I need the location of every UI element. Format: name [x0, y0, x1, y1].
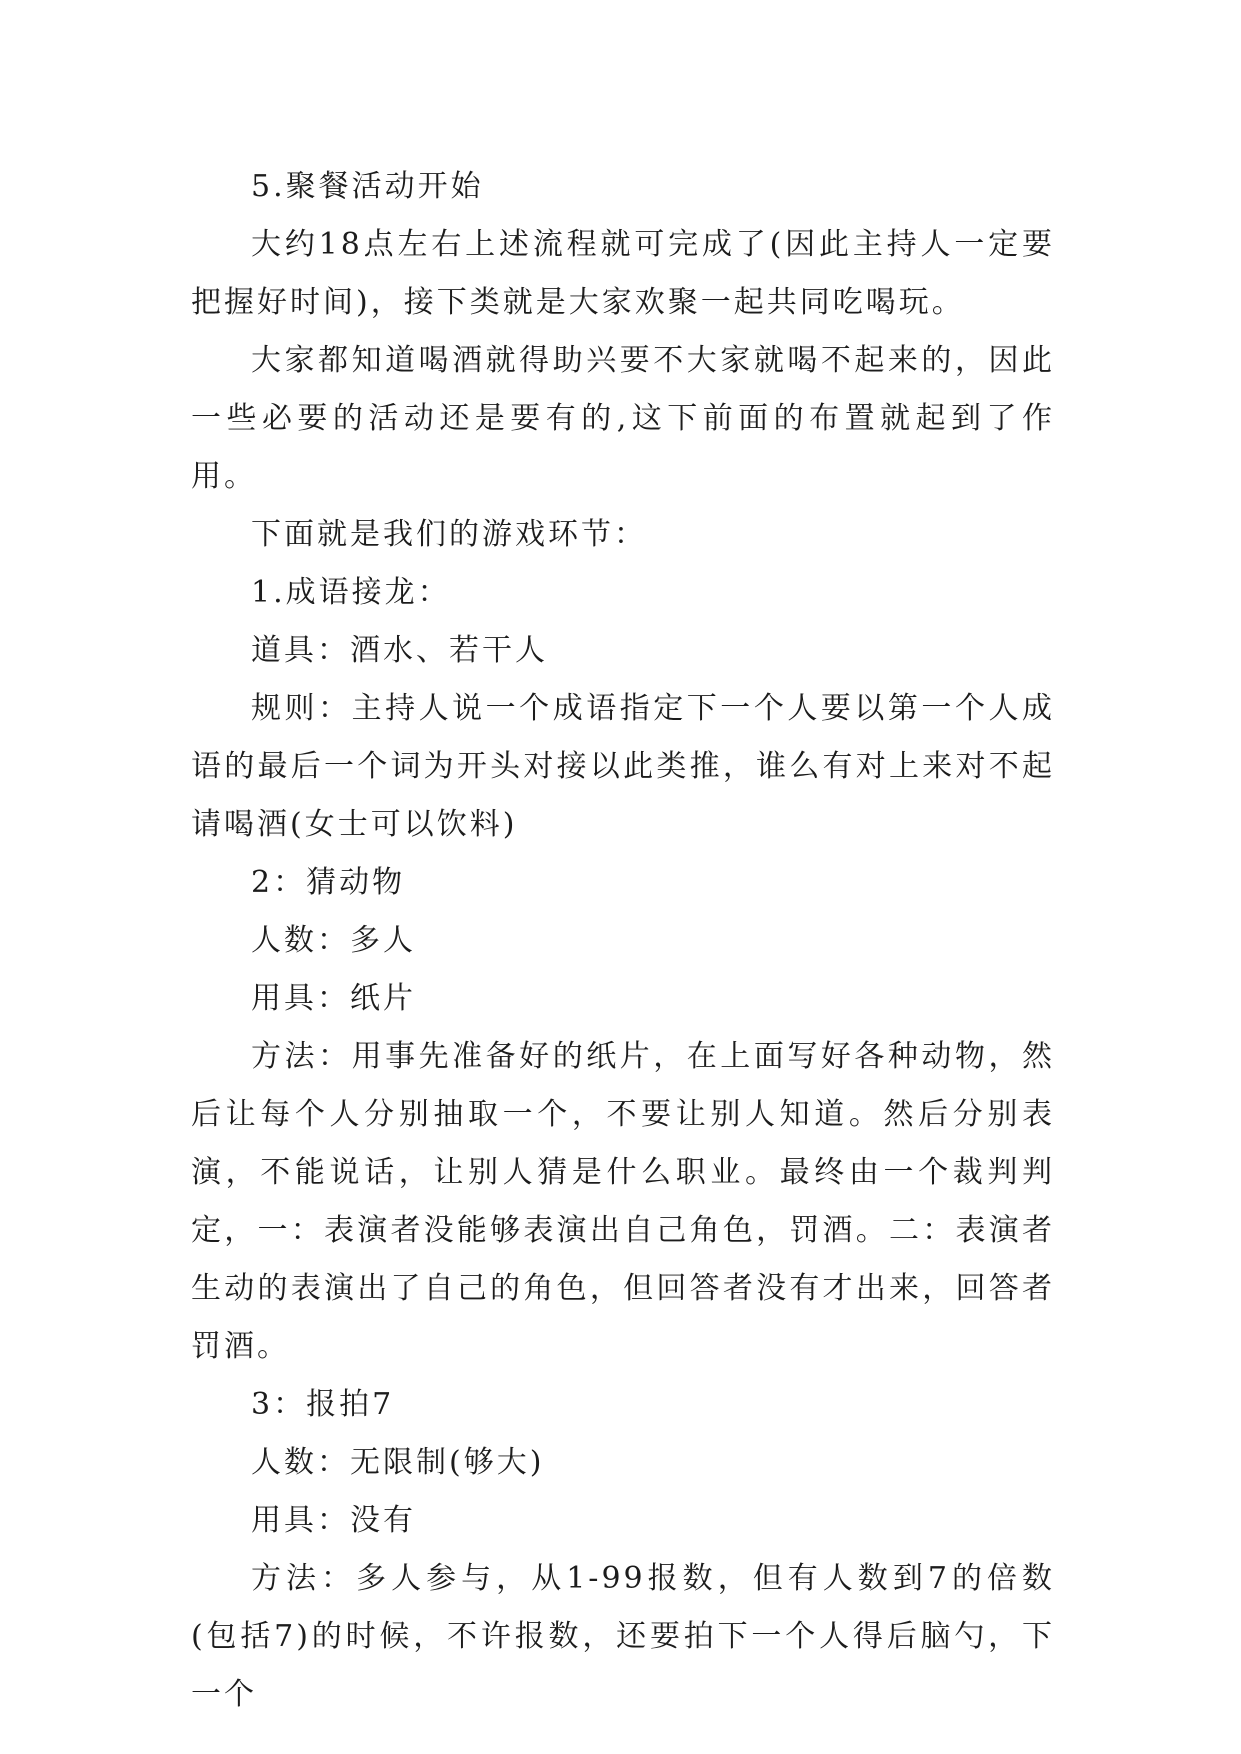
paragraph-game3-title: 3：报拍7 [251, 1387, 395, 1422]
paragraph-games-intro: 下面就是我们的游戏环节： [251, 517, 647, 552]
paragraph-game3-tools: 用具：没有 [251, 1503, 416, 1538]
paragraph-game3-method: 方法：多人参与，从1-99报数，但有人数到7的倍数(包括7)的时候，不许报数，还要拍下一个人得后脑勺，下一个 [191, 1561, 1055, 1712]
paragraph-game3-players: 人数：无限制(够大) [251, 1445, 545, 1480]
paragraph-timing: 大约18点左右上述流程就可完成了(因此主持人一定要把握好时间)，接下类就是大家欢聚一起共同吃喝玩。 [191, 227, 1055, 320]
paragraph-game2-title: 2：猜动物 [251, 865, 406, 900]
paragraph-game2-players: 人数：多人 [251, 923, 416, 958]
paragraph-activities-intro: 大家都知道喝酒就得助兴要不大家就喝不起来的，因此一些必要的活动还是要有的,这下前面的布置就起到了作用。 [191, 343, 1055, 494]
paragraph-game1-props: 道具：酒水、若干人 [251, 633, 548, 668]
paragraph-section-heading: 5.聚餐活动开始 [251, 169, 484, 204]
paragraph-game2-tools: 用具：纸片 [251, 981, 416, 1016]
paragraph-game2-method: 方法：用事先准备好的纸片，在上面写好各种动物，然后让每个人分别抽取一个，不要让别人知道。然后分别表演，不能说话，让别人猜是什么职业。最终由一个裁判判定，一：表演者没能够表演出自己角色，罚酒。二：表演者生动的表演出了自己的角色，但回答者没有才出来，回答者罚酒。 [191, 1039, 1055, 1364]
paragraph-game1-title: 1.成语接龙： [251, 575, 451, 610]
paragraph-game1-rules: 规则：主持人说一个成语指定下一个人要以第一个人成语的最后一个词为开头对接以此类推，谁么有对上来对不起请喝酒(女士可以饮料) [191, 691, 1055, 842]
document-body [191, 158, 1055, 1724]
